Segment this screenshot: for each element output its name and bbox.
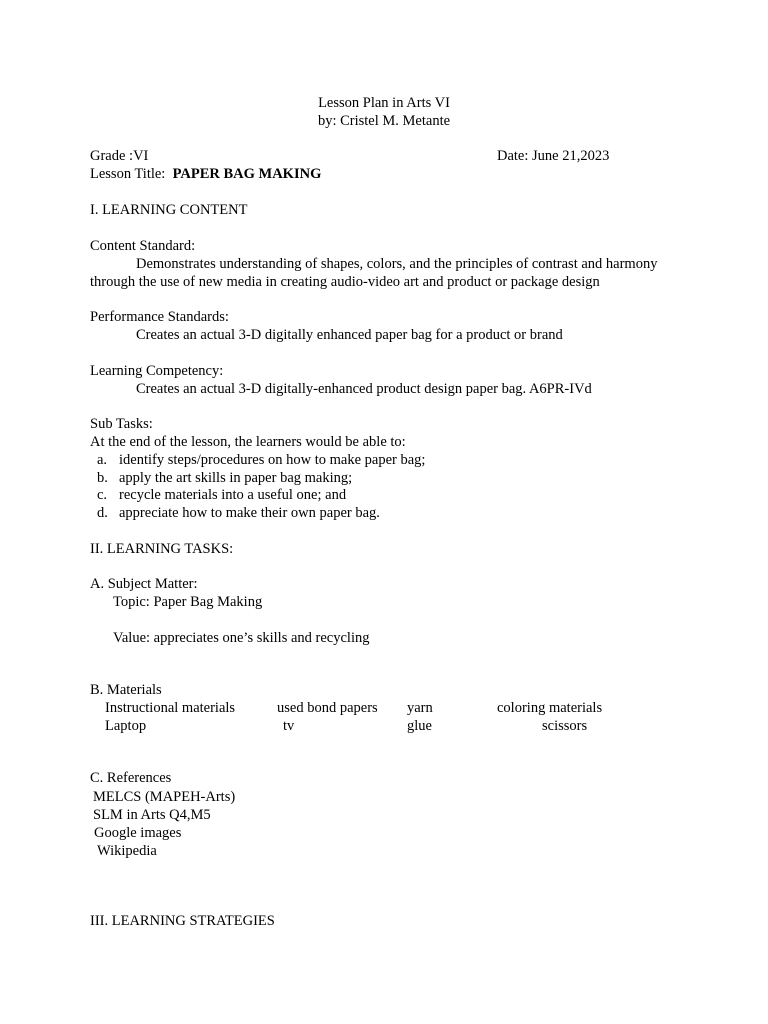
- subtask-marker: b.: [97, 470, 108, 486]
- subtask-item: [97, 469, 352, 487]
- date-field: Date: June 21,2023: [497, 148, 610, 164]
- material-item: yarn: [407, 700, 433, 716]
- subtask-text: apply the art skills in paper bag making;: [119, 470, 353, 486]
- subtask-item: [97, 486, 346, 504]
- reference-item: Google images: [94, 825, 182, 841]
- content-standard-text-line2: through the use of new media in creating audio-video art and product or package design: [90, 274, 600, 290]
- material-item: glue: [407, 718, 432, 734]
- reference-item: Wikipedia: [97, 843, 157, 859]
- references-label: C. References: [90, 770, 172, 786]
- lesson-title-label: Lesson Title:: [90, 166, 166, 182]
- material-item: used bond papers: [277, 700, 378, 716]
- learning-competency-label: Learning Competency:: [90, 363, 224, 379]
- material-item: tv: [283, 718, 295, 734]
- topic-text: Topic: Paper Bag Making: [113, 594, 263, 610]
- document-title: Lesson Plan in Arts VI: [318, 95, 450, 111]
- section-heading-learning-strategies: III. LEARNING STRATEGIES: [90, 913, 275, 929]
- material-item: coloring materials: [497, 700, 603, 716]
- learning-competency-text: Creates an actual 3-D digitally-enhanced product design paper bag. A6PR-IVd: [136, 381, 592, 397]
- subtask-item: [97, 504, 380, 522]
- materials-label: B. Materials: [90, 682, 162, 698]
- material-item: scissors: [542, 718, 588, 734]
- reference-item: SLM in Arts Q4,M5: [93, 807, 211, 823]
- subtask-marker: c.: [97, 487, 108, 503]
- subtask-item: [97, 451, 425, 469]
- subject-matter-label: A. Subject Matter:: [90, 576, 198, 592]
- subtask-text: recycle materials into a useful one; and: [119, 487, 347, 503]
- lesson-title-row: [90, 165, 321, 183]
- section-heading-learning-content: I. LEARNING CONTENT: [90, 202, 248, 218]
- content-standard-text-line1: Demonstrates understanding of shapes, colors, and the principles of contrast and harmony: [136, 256, 658, 272]
- subtasks-intro: At the end of the lesson, the learners would be able to:: [90, 434, 406, 450]
- value-text: Value: appreciates one’s skills and recycling: [113, 630, 370, 646]
- subtask-marker: a.: [97, 452, 108, 468]
- performance-standards-label: Performance Standards:: [90, 309, 229, 325]
- reference-item: MELCS (MAPEH-Arts): [93, 789, 236, 805]
- subtask-marker: d.: [97, 505, 108, 521]
- subtask-text: appreciate how to make their own paper bag.: [119, 505, 380, 521]
- subtask-text: identify steps/procedures on how to make paper bag;: [119, 452, 426, 468]
- section-heading-learning-tasks: II. LEARNING TASKS:: [90, 541, 234, 557]
- document-author: by: Cristel M. Metante: [317, 113, 451, 129]
- lesson-title: PAPER BAG MAKING: [172, 166, 322, 182]
- material-item: Laptop: [105, 718, 147, 734]
- grade-field: Grade :VI: [90, 148, 149, 164]
- material-item: Instructional materials: [105, 700, 236, 716]
- content-standard-label: Content Standard:: [90, 238, 196, 254]
- subtasks-label: Sub Tasks:: [90, 416, 153, 432]
- performance-standards-text: Creates an actual 3-D digitally enhanced paper bag for a product or brand: [136, 327, 563, 343]
